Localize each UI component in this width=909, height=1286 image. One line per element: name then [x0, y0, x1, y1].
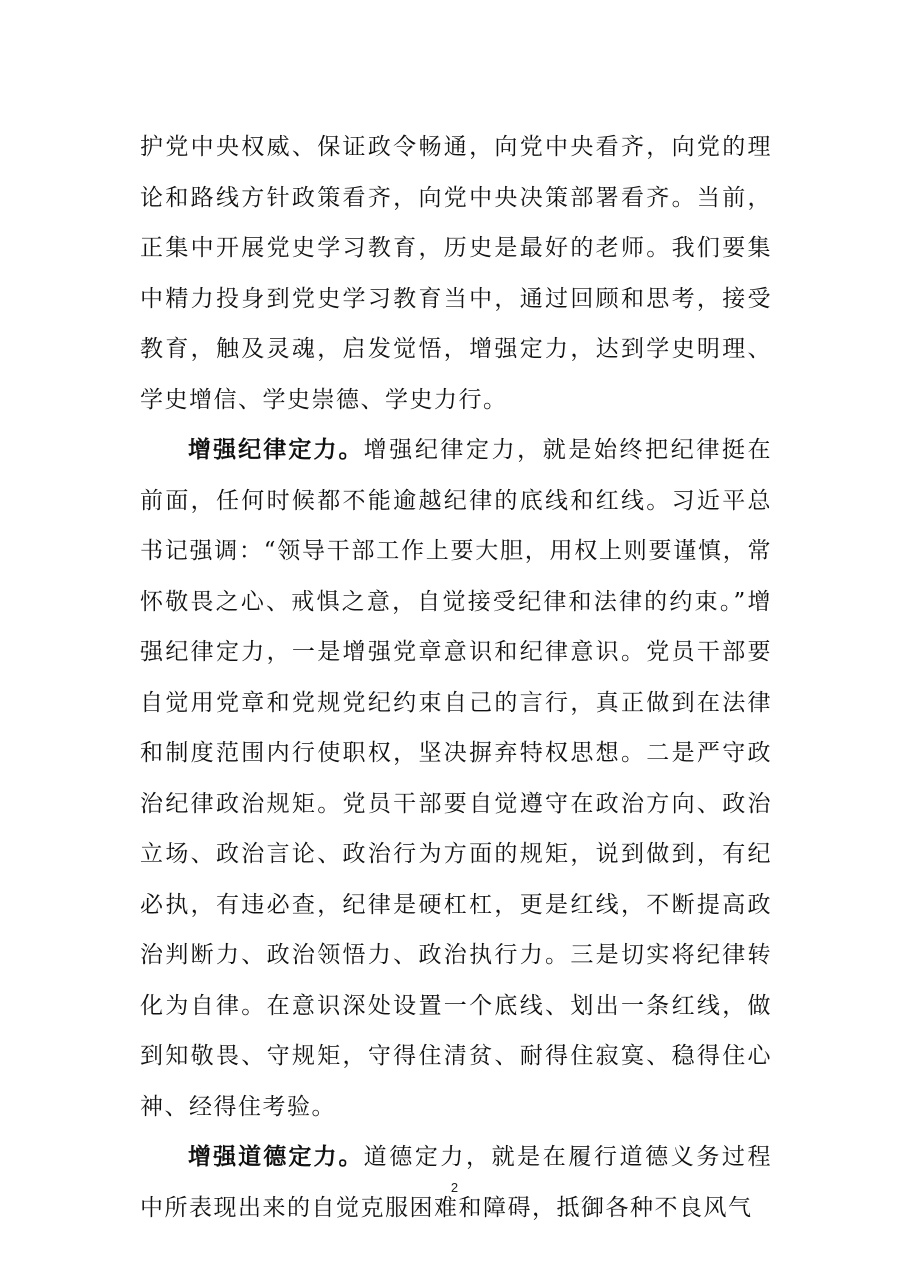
paragraph-text: 道德定力，就是在履行道德义务过程中所表现出来的自觉克服困难和障碍，抵御各种不良风气 [140, 1144, 773, 1221]
body-text [140, 122, 772, 1233]
paragraph-text: 护党中央权威、保证政令畅通，向党中央看齐，向党的理论和路线方针政策看齐，向党中央决策部署看齐。当前，正集中开展党史学习教育，历史是最好的老师。我们要集中精力投身到党史学习教育当中，通过回顾和思考，接受教育，触及灵魂，启发觉悟，增强定力，达到学史明理、学史增信、学史崇德、学史力行。 [140, 134, 772, 413]
section-heading-discipline: 增强纪律定力。 [188, 437, 364, 463]
page-number: 2 [450, 1180, 459, 1195]
section-heading-morality: 增强道德定力。 [188, 1144, 364, 1170]
paragraph-text: 增强纪律定力，就是始终把纪律挺在前面，任何时候都不能逾越纪律的底线和红线。习近平总书记强调：“领导干部工作上要大胆，用权上则要谨慎，常怀敬畏之心、戒惧之意，自觉接受纪律和法律的约束。”增强纪律定力，一是增强党章意识和纪律意识。党员干部要自觉用党章和党规党纪约束自己的言行，真正做到在法律和制度范围内行使职权，坚决摒弃特权思想。二是严守政治纪律政治规矩。党员干部要自觉遵守在政治方向、政治立场、政治言论、政治行为方面的规矩，说到做到，有纪必执，有违必查，纪律是硬杠杠，更是红线，不断提高政治判断力、政治领悟力、政治执行力。三是切实将纪律转化为自律。在意识深处设置一个底线、划出一条红线，做到知敬畏、守规矩，守得住清贫、耐得住寂寞、稳得住心神、经得住考验。 [140, 437, 773, 1120]
paragraph-discipline [140, 425, 772, 1132]
paragraph-continuation [140, 122, 772, 425]
